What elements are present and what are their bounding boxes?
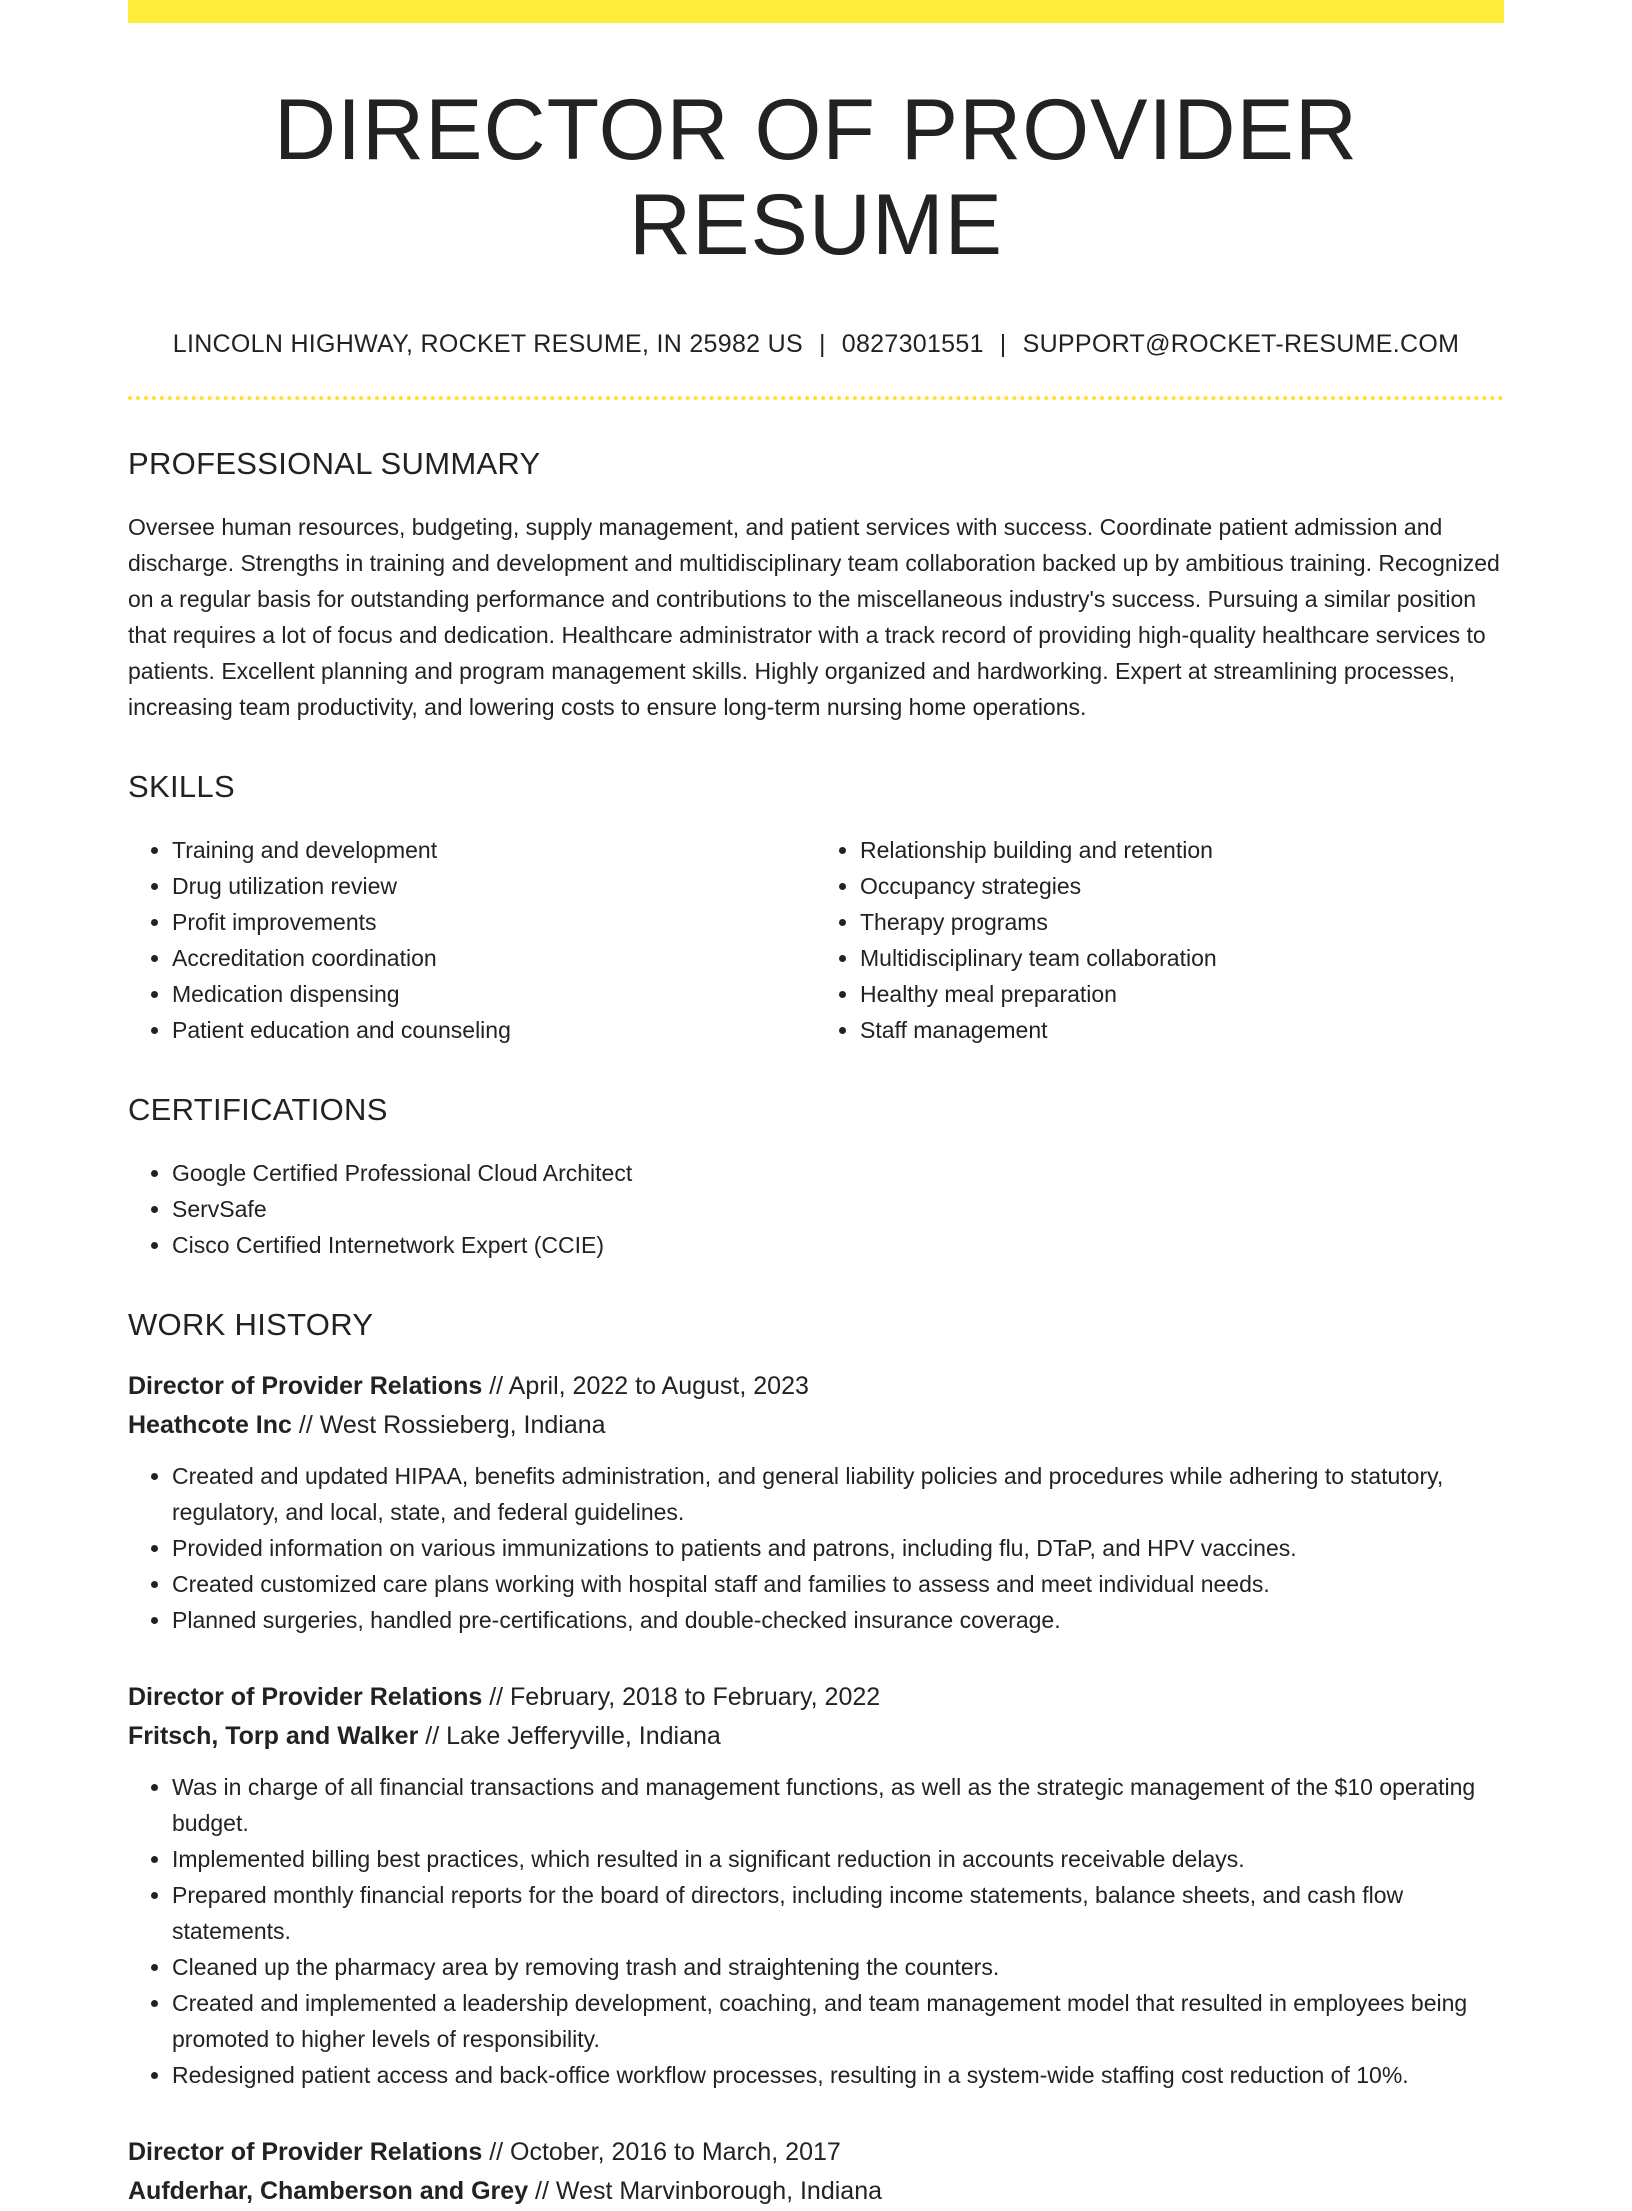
- job-title: Director of Provider Relations: [128, 2138, 483, 2167]
- job-location: // Lake Jefferyville, Indiana: [418, 1722, 721, 1751]
- certification-item: • ServSafe: [172, 1191, 1504, 1227]
- skill-item: • Medication dispensing: [172, 976, 816, 1012]
- top-accent-bar: [128, 0, 1504, 23]
- skill-item: • Training and development: [172, 832, 816, 868]
- skill-item: • Drug utilization review: [172, 868, 816, 904]
- job-title: Director of Provider Relations: [128, 1683, 483, 1712]
- job-title: Director of Provider Relations: [128, 1372, 483, 1401]
- job-bullet: • Cleaned up the pharmacy area by removing trash and straightening the counters.: [172, 1949, 1504, 1985]
- skills-heading: SKILLS: [128, 769, 235, 805]
- job-location: // West Marvinborough, Indiana: [528, 2177, 883, 2206]
- certifications-heading: CERTIFICATIONS: [128, 1092, 388, 1128]
- job-dates: // October, 2016 to March, 2017: [482, 2138, 841, 2167]
- contact-line: [128, 330, 1504, 359]
- summary-section: [128, 446, 1504, 725]
- job-company: Fritsch, Torp and Walker: [128, 1722, 419, 1751]
- work-history-heading: WORK HISTORY: [128, 1307, 374, 1343]
- job-bullet: • Created and implemented a leadership development, coaching, and team management model that resulted in employees being promoted to higher levels of responsibility.: [172, 1985, 1504, 2057]
- skills-section: [128, 769, 1504, 1048]
- contact-phone[interactable]: 0827301551: [841, 330, 984, 359]
- certification-item: • Cisco Certified Internetwork Expert (CCIE): [172, 1227, 1504, 1263]
- job-bullet: • Created customized care plans working with hospital staff and families to assess and meet individual needs.: [172, 1566, 1504, 1602]
- header-divider: [128, 396, 1504, 400]
- job-company-line: [128, 1717, 1504, 1756]
- job-entry: [128, 1367, 1504, 1638]
- job-entry: [128, 1678, 1504, 2093]
- job-bullet: • Was in charge of all financial transactions and management functions, as well as the strategic management of the $10 operating budget.: [172, 1769, 1504, 1841]
- job-company: Aufderhar, Chamberson and Grey: [128, 2177, 529, 2206]
- job-company-line: [128, 1406, 1504, 1445]
- job-company: Heathcote Inc: [128, 1411, 292, 1440]
- job-dates: // April, 2022 to August, 2023: [482, 1372, 809, 1401]
- job-title-line: [128, 2133, 1504, 2172]
- skill-item: • Accreditation coordination: [172, 940, 816, 976]
- job-bullet: • Redesigned patient access and back-office workflow processes, resulting in a system-wide staffing cost reduction of 10%.: [172, 2057, 1504, 2093]
- job-bullets: [128, 1458, 1504, 1638]
- job-bullet: • Planned surgeries, handled pre-certifications, and double-checked insurance coverage.: [172, 1602, 1504, 1638]
- job-bullet: • Prepared monthly financial reports for the board of directors, including income statements, balance sheets, and cash flow statements.: [172, 1877, 1504, 1949]
- job-title-line: [128, 1678, 1504, 1717]
- skill-item: • Patient education and counseling: [172, 1012, 816, 1048]
- resume-page: [128, 0, 1504, 2211]
- resume-title: DIRECTOR OF PROVIDER RESUME: [274, 82, 1358, 273]
- certifications-list: [128, 1155, 1504, 1263]
- contact-separator: |: [999, 330, 1007, 359]
- skill-item: • Relationship building and retention: [860, 832, 1504, 868]
- work-history-section: [128, 1307, 1504, 2211]
- certifications-section: [128, 1092, 1504, 1263]
- skills-grid: [128, 832, 1504, 1048]
- job-company-line: [128, 2172, 1504, 2211]
- job-bullet: • Provided information on various immunizations to patients and patrons, including flu, DTaP, and HPV vaccines.: [172, 1530, 1504, 1566]
- skill-item: • Multidisciplinary team collaboration: [860, 940, 1504, 976]
- contact-separator: |: [818, 330, 826, 359]
- contact-address: LINCOLN HIGHWAY, ROCKET RESUME, IN 25982 US: [172, 330, 803, 359]
- job-bullet: • Created and updated HIPAA, benefits administration, and general liability policies and procedures while adhering to statutory, regulatory, and local, state, and federal guidelines.: [172, 1458, 1504, 1530]
- job-bullet: • Implemented billing best practices, which resulted in a significant reduction in accounts receivable delays.: [172, 1841, 1504, 1877]
- job-entry: [128, 2133, 1504, 2211]
- contact-email[interactable]: SUPPORT@ROCKET-RESUME.COM: [1022, 330, 1460, 359]
- skills-list-left: [128, 832, 816, 1048]
- skill-item: • Profit improvements: [172, 904, 816, 940]
- summary-heading: PROFESSIONAL SUMMARY: [128, 446, 541, 482]
- summary-text: Oversee human resources, budgeting, supply management, and patient services with success. Coordinate patient admission and discharge. Strengths in training and development and multidisciplinary team collaboration backed up by ambitious training. Recognized on a regular basis for outstanding performance and contributions to the miscellaneous industry's success. Pursuing a similar position that requires a lot of focus and dedication. Healthcare administrator with a track record of providing high-quality healthcare services to patients. Excellent planning and program management skills. Highly organized and hardworking. Expert at streamlining processes, increasing team productivity, and lowering costs to ensure long-term nursing home operations.: [128, 514, 1500, 721]
- certification-item: • Google Certified Professional Cloud Architect: [172, 1155, 1504, 1191]
- job-title-line: [128, 1367, 1504, 1406]
- job-bullets: [128, 1769, 1504, 2093]
- skills-list-right: [816, 832, 1504, 1048]
- skill-item: • Healthy meal preparation: [860, 976, 1504, 1012]
- job-dates: // February, 2018 to February, 2022: [482, 1683, 881, 1712]
- skill-item: • Staff management: [860, 1012, 1504, 1048]
- job-location: // West Rossieberg, Indiana: [291, 1411, 606, 1440]
- skill-item: • Occupancy strategies: [860, 868, 1504, 904]
- skill-item: • Therapy programs: [860, 904, 1504, 940]
